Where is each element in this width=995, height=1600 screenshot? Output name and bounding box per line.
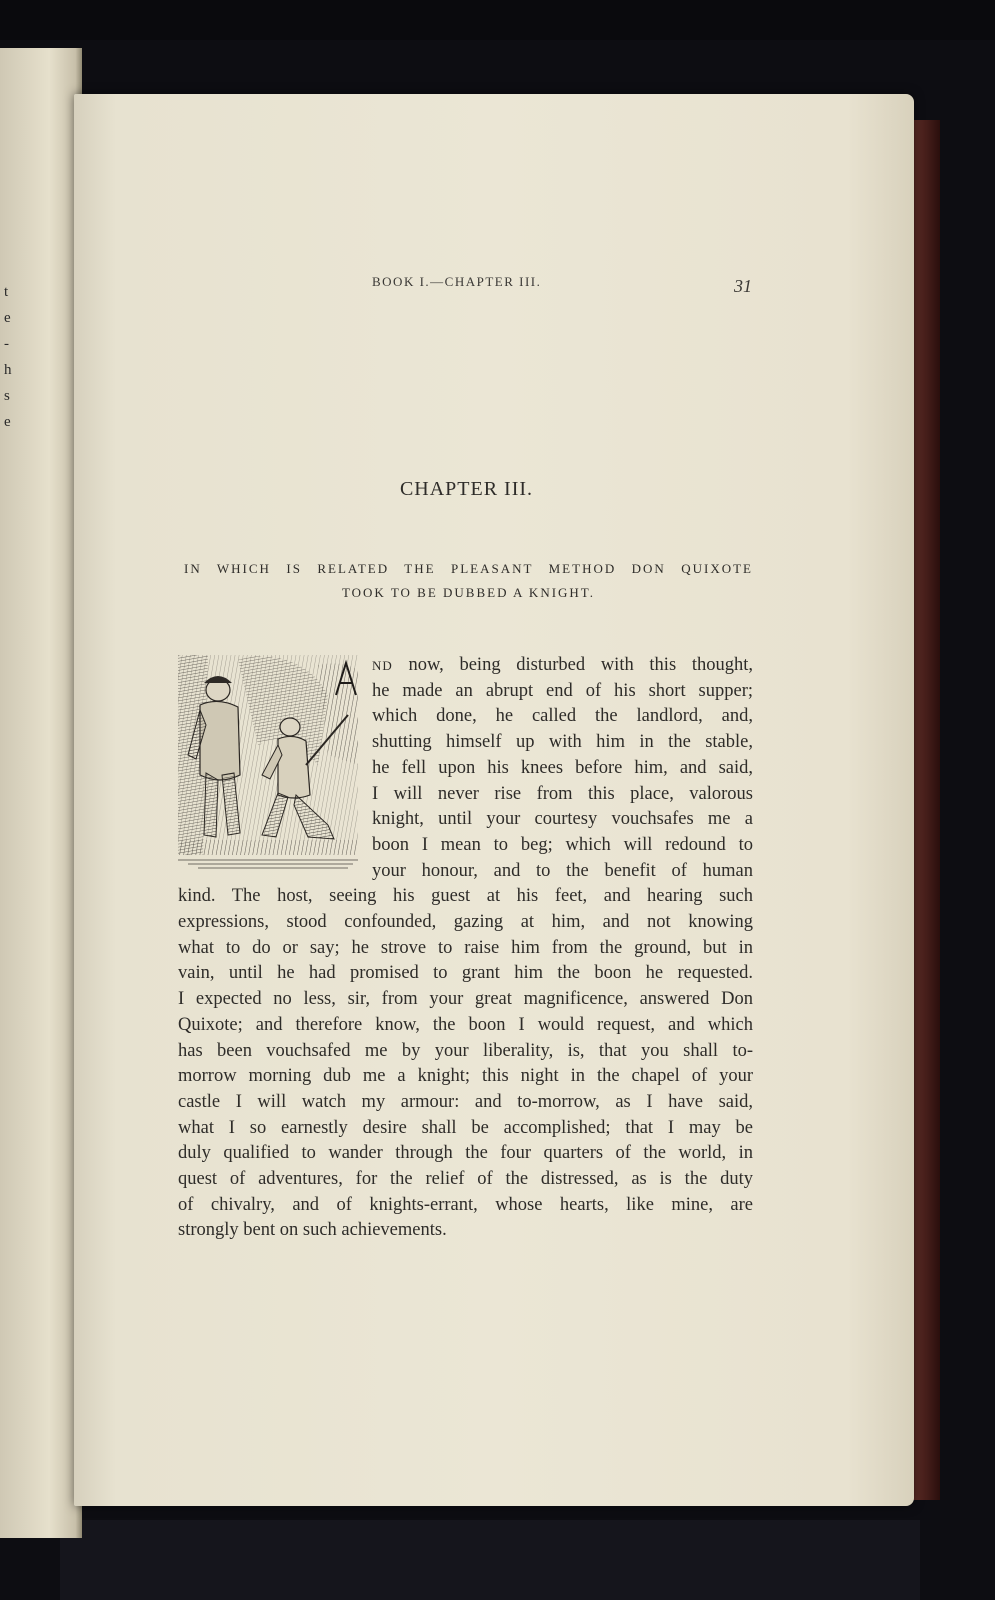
text-line: of chivalry, and of knights-errant, whose hearts, like mine, are <box>178 1194 753 1215</box>
text-line: quest of adventures, for the relief of the distressed, as is the duty <box>178 1169 753 1190</box>
text-line: he made an abrupt end of his short supper; <box>372 680 753 701</box>
left-page-fragment: - <box>4 336 9 352</box>
text-line <box>178 653 753 679</box>
chapter-summary <box>184 557 753 605</box>
text-line: shutting himself up with him in the stable, <box>372 732 753 753</box>
text-line: strongly bent on such achievements. <box>178 1220 447 1241</box>
text-line: your honour, and to the benefit of human <box>372 860 753 881</box>
text-line: what to do or say; he strove to raise him from the ground, but in <box>178 937 753 958</box>
text-line: I will never rise from this place, valorous <box>372 783 753 804</box>
text-line: vain, until he had promised to grant him the boon he requested. <box>178 963 753 984</box>
left-page-fragment: e <box>4 310 11 326</box>
summary-line: IN WHICH IS RELATED THE PLEASANT METHOD DON QUIXOTE <box>184 561 753 576</box>
background-bottom <box>60 1520 920 1600</box>
text-line: castle I will watch my armour: and to-morrow, as I have said, <box>178 1091 753 1112</box>
text-line-content: now, being disturbed with this thought, <box>392 655 753 675</box>
text-line: Quixote; and therefore know, the boon I would request, and which <box>178 1014 753 1035</box>
left-page-fragment: h <box>4 362 12 378</box>
text-line: duly qualified to wander through the four quarters of the world, in <box>178 1143 753 1164</box>
text-line: I expected no less, sir, from your great magnificence, answered Don <box>178 989 753 1010</box>
text-line: knight, until your courtesy vouchsafes me a <box>372 809 753 830</box>
left-page-fragment: s <box>4 388 10 404</box>
left-page-fragment: e <box>4 414 11 430</box>
left-page-edge <box>0 48 82 1538</box>
left-page-fragment: t <box>4 284 9 300</box>
page-number: 31 <box>734 276 752 296</box>
text-line: expressions, stood confounded, gazing at him, and not knowing <box>178 912 753 933</box>
text-line: what I so earnestly desire shall be accomplished; that I may be <box>178 1117 753 1138</box>
chapter-title: CHAPTER III. <box>399 478 534 500</box>
body-text <box>178 653 753 1244</box>
running-head: BOOK I.—CHAPTER III. <box>372 274 542 289</box>
dropcap-rest: ND <box>372 658 393 673</box>
text-line: kind. The host, seeing his guest at his feet, and hearing such <box>178 886 753 907</box>
text-line: morrow morning dub me a knight; this night in the chapel of your <box>178 1066 753 1087</box>
summary-line: TOOK TO BE DUBBED A KNIGHT. <box>341 585 596 600</box>
background-top <box>0 0 995 40</box>
text-line: he fell upon his knees before him, and said, <box>372 757 753 778</box>
text-line: which done, he called the landlord, and, <box>372 706 753 727</box>
text-line: has been vouchsafed me by your liberality, is, that you shall to- <box>178 1040 753 1061</box>
text-line: boon I mean to beg; which will redound to <box>372 834 753 855</box>
